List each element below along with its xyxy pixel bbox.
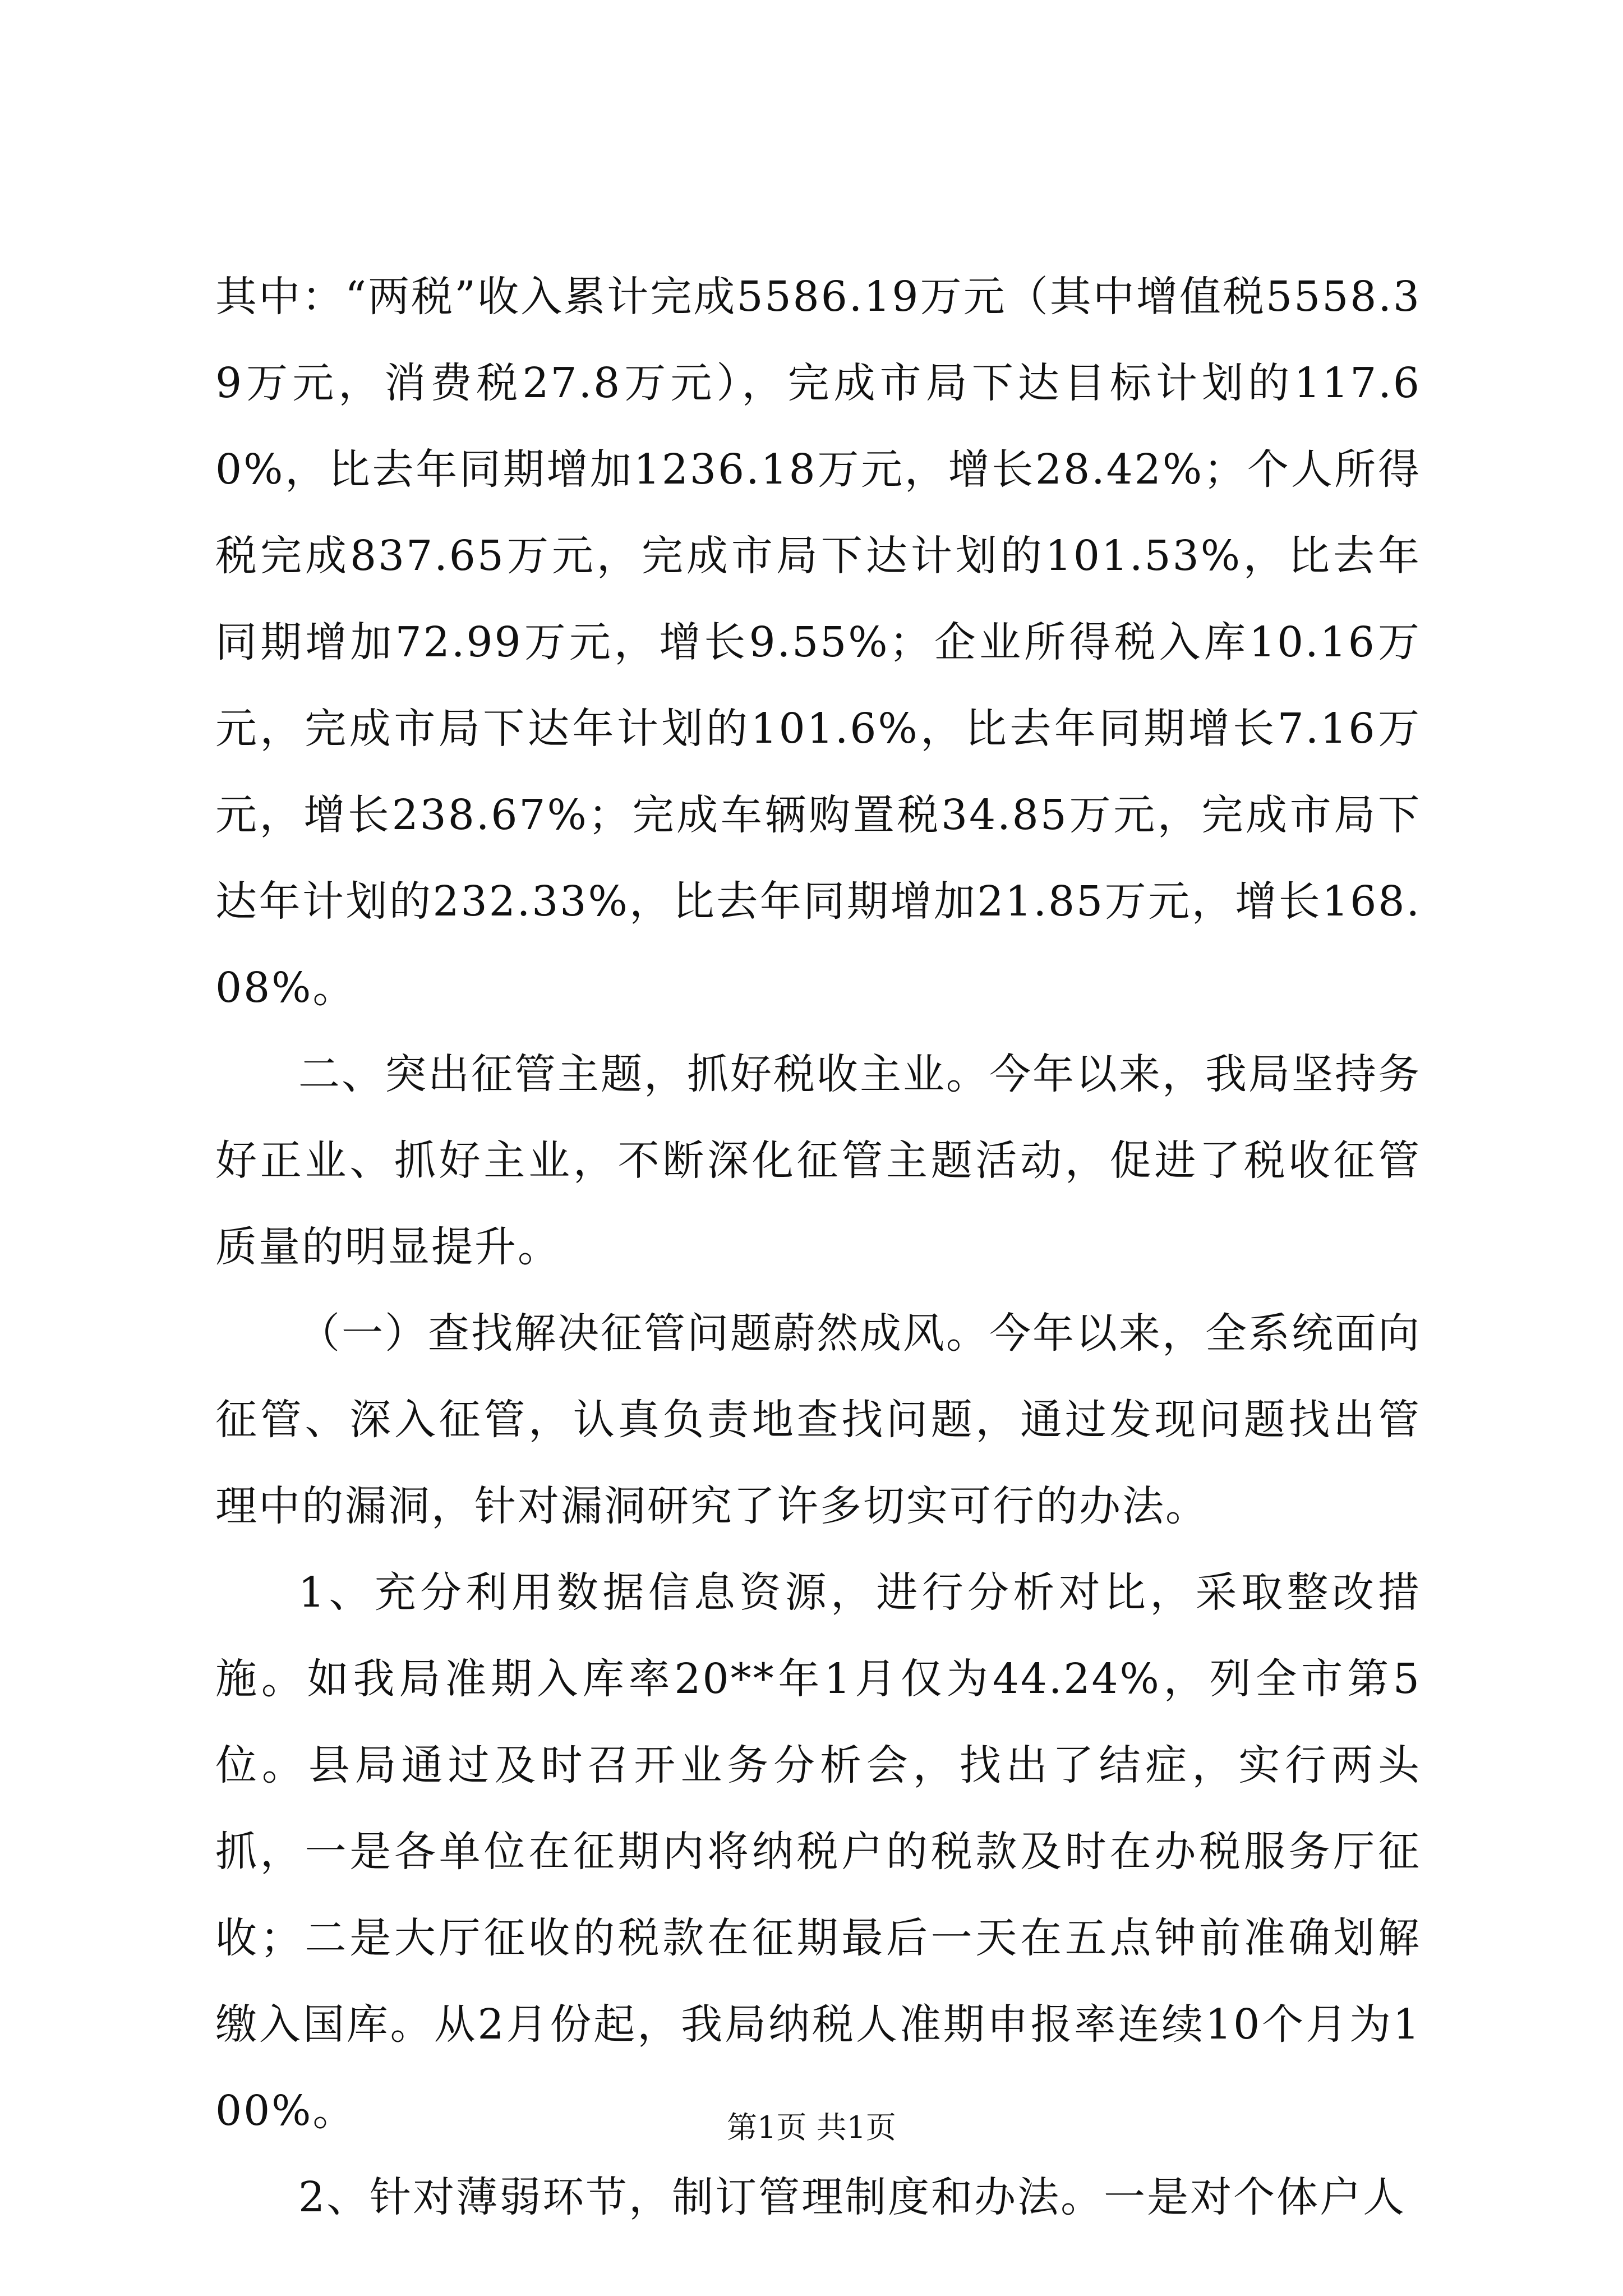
body-text [215, 254, 1421, 2240]
paragraph-section-two: 二、突出征管主题，抓好税收主业。今年以来，我局坚持务好正业、抓好主业，不断深化征管主题活动，促进了税收征管质量的明显提升。 [215, 1050, 1421, 1271]
paragraph-item-one: 1、充分利用数据信息资源，进行分析对比，采取整改措施。如我局准期入库率20**年1月仅为44.24%，列全市第5位。县局通过及时召开业务分析会，找出了结症，实行两头抓，一是各单位在征期内将纳税户的税款及时在办税服务厅征收；二是大厅征收的税款在征期最后一天在五点钟前准确划解缴入国库。从2月份起，我局纳税人准期申报率连续10个月为100%。 [215, 1568, 1421, 2135]
paragraph-subsection-one: （一）查找解决征管问题蔚然成风。今年以来，全系统面向征管、深入征管，认真负责地查找问题，通过发现问题找出管理中的漏洞，针对漏洞研究了许多切实可行的办法。 [215, 1309, 1421, 1530]
paragraph-item-two: 2、针对薄弱环节，制订管理制度和办法。一是对个体户人 [298, 2173, 1407, 2221]
page-footer: 第1页 共1页 [727, 2110, 896, 2145]
paragraph-tax-revenue: 其中：“两税”收入累计完成5586.19万元（其中增值税5558.39万元，消费税27.8万元），完成市局下达目标计划的117.60%，比去年同期增加1236.18万元，增长28.42%；个人所得税完成837.65万元，完成市局下达计划的101.53%，比去年同期增加72.99万元，增长9.55%；企业所得税入库10.16万元，完成市局下达年计划的101.6%，比去年同期增长7.16万元，增长238.67%；完成车辆购置税34.85万元，完成市局下达年计划的232.33%，比去年同期增加21.85万元，增长168.08%。 [215, 273, 1421, 1012]
